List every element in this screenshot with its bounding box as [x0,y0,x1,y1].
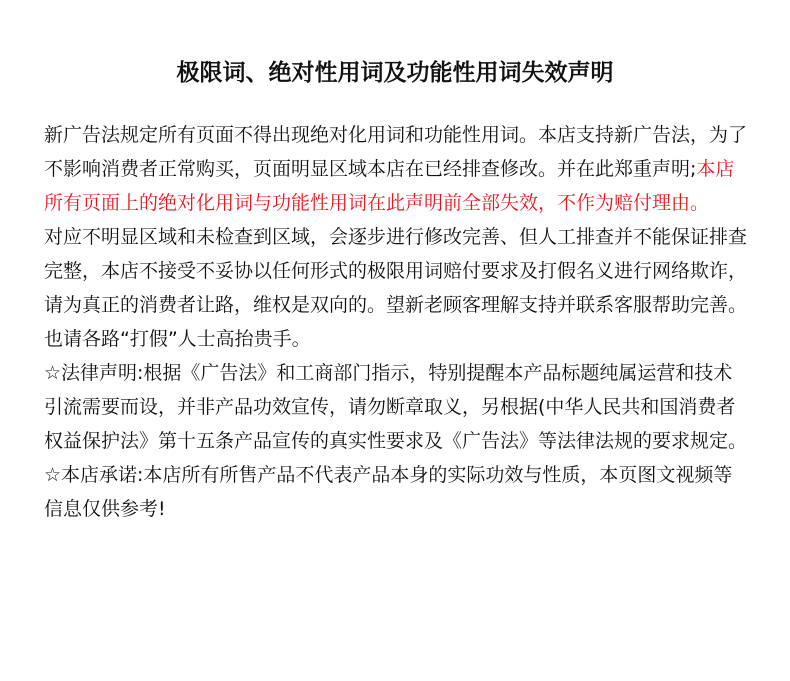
declaration-body [44,118,749,526]
ad-law-text: 新广告法规定所有页面不得出现绝对化用词和功能性用词。本店支持新广告法，为了不影响消费者正常购买，页面明显区域本店在已经排查修改。并在此郑重声明; [44,124,748,180]
paragraph-legal-statement: ☆法律声明:根据《广告法》和工商部门指示，特别提醒本产品标题纯属运营和技术引流需要而设，并非产品功效宣传，请勿断章取义，另根据(中华人民共和国消费者权益保护法》第十五条产品宣传的真实性要求及《广告法》等法律法规的要求规定。 [44,362,748,452]
page-title: 极限词、绝对性用词及功能性用词失效声明 [176,60,614,86]
paragraph-ad-law [44,118,749,220]
invalidation-notice: 本店所有页面上的绝对化用词与功能性用词在此声明前全部失效，不作为赔付理由。 [44,158,735,214]
paragraph-unchecked-areas: 对应不明显区域和未检查到区域，会逐步进行修改完善、但人工排查并不能保证排查完整，本店不接受不妥协以任何形式的极限用词赔付要求及打假名义进行网络欺诈，请为真正的消费者让路，维权是双向的。望新老顾客理解支持并联系客服帮助完善。也请各路“打假”人士高抬贵手。 [44,226,748,350]
paragraph-store-promise: ☆本店承诺:本店所有所售产品不代表产品本身的实际功效与性质，本页图文视频等信息仅供参考! [44,464,733,520]
